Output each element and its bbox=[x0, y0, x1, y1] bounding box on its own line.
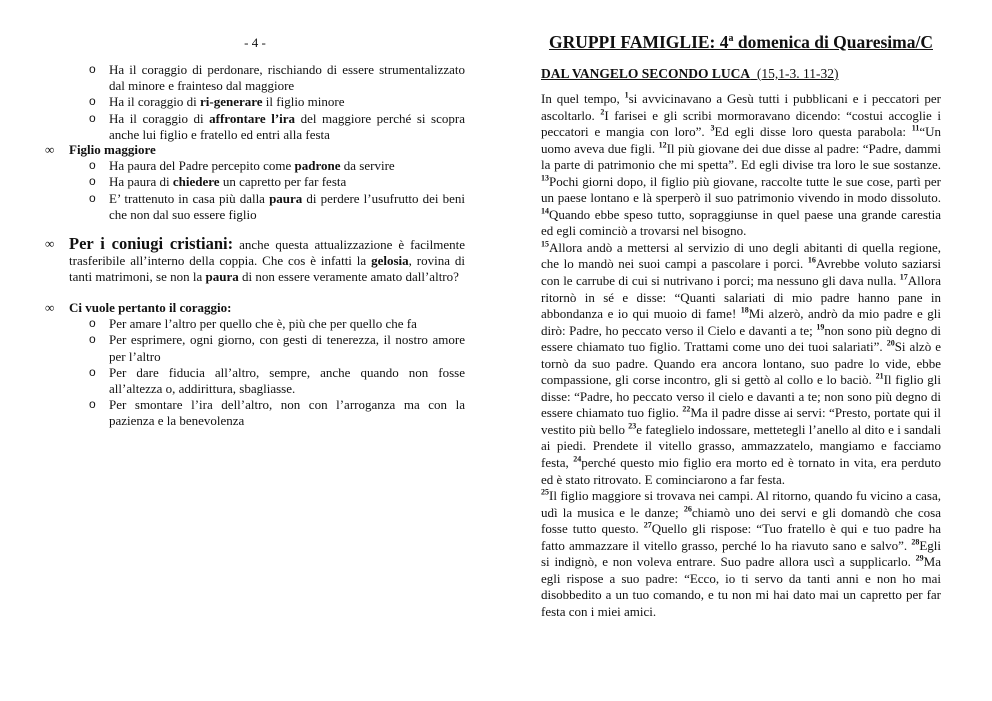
father-courage-list bbox=[45, 62, 465, 143]
keyword-paura: paura bbox=[205, 269, 239, 285]
courage-heading-row bbox=[45, 300, 465, 316]
verse-number: 27 bbox=[643, 520, 652, 530]
verse-number: 2 bbox=[600, 107, 605, 117]
older-son-heading-row bbox=[45, 142, 465, 158]
verse-number: 24 bbox=[573, 454, 582, 464]
infinity-bullet-icon: ∞ bbox=[45, 142, 55, 157]
spouses-heading: Per i coniugi cristiani: bbox=[69, 234, 234, 253]
verse-number: 26 bbox=[683, 504, 692, 514]
list-item: o Per smontare l’ira dell’altro, non con l’arroganza ma con la pazienza e la benevolenza bbox=[45, 397, 465, 429]
gospel-reference: (15,1-3. 11-32) bbox=[756, 66, 839, 81]
verse-number: 23 bbox=[628, 421, 637, 431]
courage-heading: Ci vuole pertanto il coraggio: bbox=[69, 300, 232, 315]
verse-number: 21 bbox=[875, 371, 884, 381]
verse-number: 14 bbox=[541, 206, 549, 216]
list-item: o Per amare l’altro per quello che è, più che per quello che fa bbox=[45, 316, 465, 332]
list-item: o Ha paura del Padre percepito come padrone da servire bbox=[45, 158, 465, 174]
gospel-subtitle: DAL VANGELO SECONDO LUCA (15,1-3. 11-32) bbox=[541, 66, 839, 81]
list-item: o Per esprimere, ogni giorno, con gesti di tenerezza, il nostro amore per l’altro bbox=[45, 332, 465, 364]
infinity-bullet-icon: ∞ bbox=[45, 236, 55, 251]
verse-number: 18 bbox=[740, 305, 749, 315]
list-item: o Per dare fiducia all’altro, sempre, anche quando non fosse all’altezza o, addirittura, sbagliasse. bbox=[45, 365, 465, 397]
older-son-section bbox=[45, 142, 465, 223]
verse-number: 13 bbox=[541, 173, 549, 183]
verse-number: 17 bbox=[899, 272, 908, 282]
verse-number: 16 bbox=[807, 256, 816, 266]
verse-number: 3 bbox=[710, 123, 715, 133]
courage-section bbox=[45, 300, 465, 430]
verse-number: 1 bbox=[624, 90, 629, 100]
verse-number: 15 bbox=[541, 239, 549, 249]
infinity-bullet-icon: ∞ bbox=[45, 300, 55, 315]
older-son-heading: Figlio maggiore bbox=[69, 142, 156, 157]
verse-number: 22 bbox=[682, 405, 691, 415]
verse-number: 20 bbox=[886, 338, 895, 348]
verse-number: 29 bbox=[915, 553, 924, 563]
spouses-paragraph: ∞ Per i coniugi cristiani: anche questa attualizzazione è facilmente trasferibile all’interno della coppia. Che cos è infatti la gelosia, rovina di tanti matrimoni, se non la paura di non essere veramente amato dall’altro? bbox=[45, 234, 466, 285]
page-title: GRUPPI FAMIGLIE: 4$^a$ domenica di Quaresima/C bbox=[548, 32, 933, 52]
gospel-text bbox=[541, 91, 941, 621]
gospel-paragraph: $^{15}$Allora andò a mettersi al servizio di uno degli abitanti di quella regione, che lo mandò nei suoi campi a pascolare i porci. $^{16}$Avrebbe voluto saziarsi con le carrube di cui si nutrivano i porci; ma nessuno gli dava nulla. $^{17}$Allora ritornò in sé e disse: “Quanti salariati di mio padre hanno pane in abbondanza e io qui muoio di fame! $^{18}$Mi alzerò, andrò da mio padre e gli dirò: Padre, ho peccato verso il Cielo e davanti a te; $^{19}$non sono più degno di essere chiamato tuo figlio. Trattami come uno dei tuoi salariati”. $^{20}$Si alzò e tornò da suo padre. Quando era ancora lontano, suo padre lo vide, ebbe compassione, gli corse incontro, gli si gettò al collo e lo baciò. $^{21}$Il figlio gli disse: “Padre, ho peccato verso il cielo e davanti a te; non sono più degno di essere chiamato tuo figlio. $^{22}$Ma il padre disse ai servi: “Presto, portate qui il vestito più bello $^{23}$e fateglielo indossare, mettetegli l’anello al dito e i sandali ai piedi. Prendete il vitello grasso, ammazzatelo, mangiamo e facciamo festa, $^{24}$perché questo mio figlio era morto ed è tornato in vita, era perduto ed è stato ritrovato. E cominciarono a far festa. bbox=[541, 239, 942, 487]
verse-number: 11 bbox=[911, 123, 920, 133]
list-item: o Ha paura di chiedere un capretto per far festa bbox=[45, 174, 465, 190]
list-item: o Ha il coraggio di perdonare, rischiando di essere strumentalizzato dal minore e frainteso dal maggiore bbox=[45, 62, 465, 94]
verse-number: 28 bbox=[911, 537, 920, 547]
gospel-paragraph: In quel tempo, $^1$si avvicinavano a Gesù tutti i pubblicani e i peccatori per ascoltarlo. $^2$I farisei e gli scribi mormoravano dicendo: “costui accoglie i peccatori e mangia con loro”. $^3$Ed egli disse loro questa parabola: $^{11}$“Un uomo aveva due figli. $^{12}$Il più giovane dei due disse al padre: “Padre, dammi la parte di patrimonio che mi spetta”. Ed egli divise tra loro le sue sostanze. $^{13}$Pochi giorni dopo, il figlio più giovane, raccolte tutte le sue cose, partì per un paese lontano e là sperperò il suo patrimonio vivendo in modo dissoluto. $^{14}$Quando ebbe speso tutto, sopraggiunse in quel paese una grande carestia ed egli cominciò a trovarsi nel bisogno. bbox=[541, 90, 941, 239]
verse-number: 25 bbox=[541, 487, 549, 497]
spouses-section bbox=[45, 236, 465, 286]
keyword-gelosia: gelosia bbox=[371, 253, 409, 269]
list-item: o Ha il coraggio di ri-generare il figlio minore bbox=[45, 94, 465, 110]
verse-number: 19 bbox=[816, 322, 825, 332]
gospel-paragraph: $^{25}$Il figlio maggiore si trovava nei campi. Al ritorno, quando fu vicino a casa, udì la musica e le danze; $^{26}$chiamò uno dei servi e gli domandò che cosa fosse tutto questo. $^{27}$Quello gli rispose: “Tuo fratello è qui e tuo padre ha fatto ammazzare il vitello grasso, perché lo ha riavuto sano e salvo”. $^{28}$Egli si indignò, e non voleva entrare. Suo padre allora uscì a supplicarlo. $^{29}$Ma egli rispose a suo padre: “Ecco, io ti servo da tanti anni e non ho mai disobbedito a un tuo comando, e tu non mi hai dato mai un capretto per far festa con i miei amici. bbox=[541, 487, 941, 619]
list-item: o E’ trattenuto in casa più dalla paura di perdere l’usufrutto dei beni che non dal suo essere figlio bbox=[45, 191, 465, 223]
page-number: - 4 - bbox=[244, 35, 266, 50]
list-item: o Ha il coraggio di affrontare l’ira del maggiore perché si scopra anche lui figlio e fratello ed entri alla festa bbox=[45, 111, 465, 143]
verse-number: 12 bbox=[658, 140, 667, 150]
